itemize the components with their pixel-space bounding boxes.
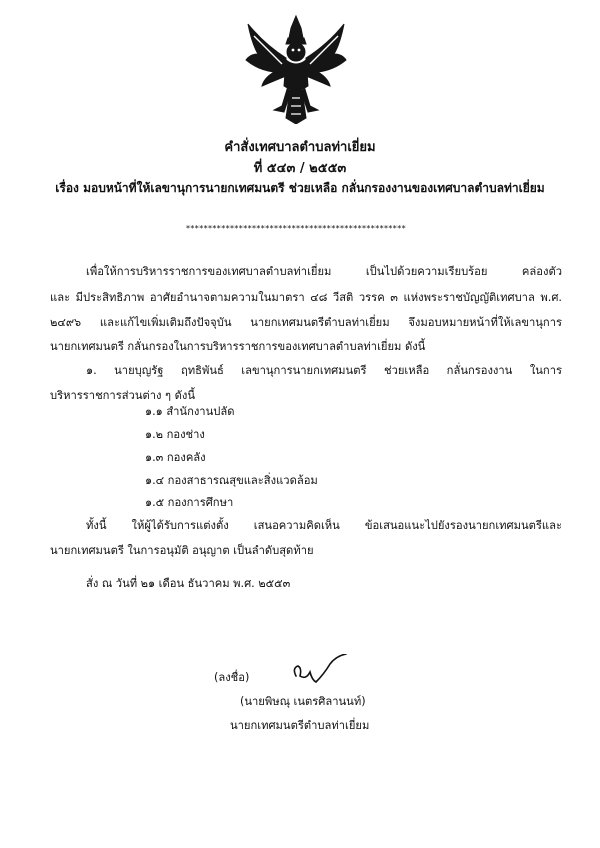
list-item: ๑.๕ กองการศึกษา [145,496,234,509]
body-line: ทั้งนี้ ให้ผู้ได้รับการแต่งตั้ง เสนอความคิดเห็น ข้อเสนอแนะไปยังรองนายกเทศมนตรีและ [86,519,562,532]
sign-label: (ลงชื่อ) [214,671,250,684]
signer-name: (นายพิษณุ เนตรศิลานนท์) [240,695,366,708]
body-line: ๒๔๙๖ และแก้ไขเพิ่มเติมถึงปัจจุบัน นายกเทศมนตรีตำบลท่าเยี่ยม จึงมอบหมายหน้าที่ให้เลขานุการ [50,316,562,329]
order-date: สั่ง ณ วันที่ ๒๑ เดือน ธันวาคม พ.ศ. ๒๕๕๓ [86,577,291,590]
body-line: นายกเทศมนตรี ในการอนุมัติ อนุญาต เป็นลำดับสุดท้าย [50,544,314,557]
body-line: บริหารราชการส่วนต่าง ๆ ดังนี้ [50,389,195,402]
list-item: ๑.๔ กองสาธารณสุขและสิ่งแวดล้อม [145,474,318,487]
garuda-emblem-icon [244,14,348,124]
issuer-title: คำสั่งเทศบาลตำบลท่าเยี่ยม [224,140,376,155]
signer-title: นายกเทศมนตรีตำบลท่าเยี่ยม [230,719,370,732]
body-line: ๑. นายบุญรัฐ ฤทธิพันธ์ เลขานุการนายกเทศมนตรี ช่วยเหลือ กลั่นกรองงาน ในการ [86,364,562,377]
body-line: เพื่อให้การบริหารราชการของเทศบาลตำบลท่าเยี่ยม เป็นไปด้วยความเรียบร้อย คล่องตัว [86,265,562,278]
order-number: ที่ ๕๔๓ / ๒๕๕๓ [253,161,347,176]
separator-line: ************************************************** [186,224,406,233]
order-subject: เรื่อง มอบหน้าที่ให้เลขานุการนายกเทศมนตรี ช่วยเหลือ กลั่นกรองงานของเทศบาลตำบลท่าเยี่ยม [55,181,545,195]
list-item: ๑.๑ สำนักงานปลัด [145,405,235,418]
list-item: ๑.๓ กองคลัง [145,451,206,464]
body-line: นายกเทศมนตรี กลั่นกรองในการบริหารราชการของเทศบาลตำบลท่าเยี่ยม ดังนี้ [50,340,426,353]
body-line: และ มีประสิทธิภาพ อาศัยอำนาจตามความในมาตรา ๔๘ วีสติ วรรค ๓ แห่งพระราชบัญญัติเทศบาล พ.ศ. [50,291,562,304]
list-item: ๑.๒ กองช่าง [145,428,205,441]
handwritten-signature [290,654,350,690]
